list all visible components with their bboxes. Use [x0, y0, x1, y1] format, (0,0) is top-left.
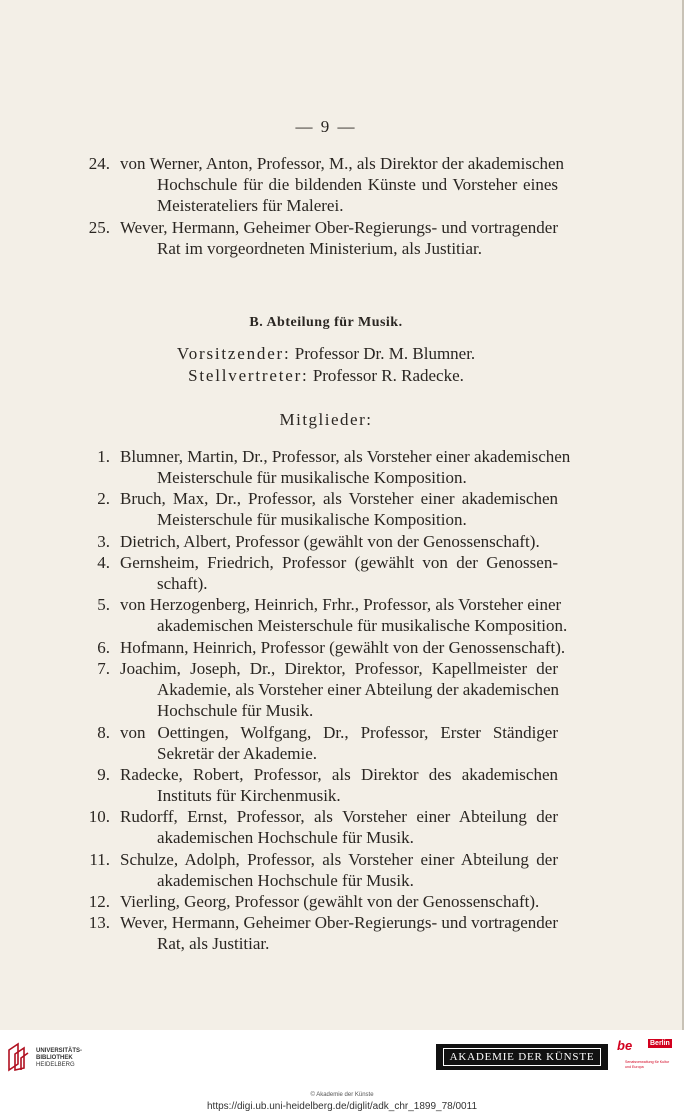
library-emblem-icon [6, 1042, 30, 1072]
chair-value: Professor Dr. M. Blumner. [294, 344, 476, 363]
copyright-notice: © Akademie der Künste [310, 1092, 374, 1098]
item-text-line: Meisterschule für musikalische Komposition. [157, 468, 467, 487]
berlin-be: be [617, 1038, 633, 1053]
item-text-line: Rat im vorgeordneten Ministerium, als Justitiar. [157, 238, 483, 258]
item-text-line: Sekretär der Akademie. [157, 743, 318, 763]
item-number: 13. [88, 913, 110, 933]
members-heading: Mitglieder: [279, 410, 373, 429]
item-text-line: Vierling, Georg, Professor (gewählt von der Genossenschaft). [120, 892, 540, 912]
item-text-line: Meisterschule für musikalische Komposition. [157, 510, 467, 530]
item-number: 8. [97, 722, 110, 742]
item-number: 4. [97, 553, 110, 572]
chair-label: Vorsitzender: [176, 344, 291, 363]
vice-label: Stellvertreter: [188, 366, 309, 385]
item-number: 5. [97, 595, 110, 615]
item-text-line: von Werner, Anton, Professor, M., als Direktor der akademischen [120, 154, 565, 173]
section-title: B. Abteilung für Musik. [249, 315, 403, 330]
item-number: 24. [88, 154, 110, 173]
item-number: 3. [97, 531, 110, 551]
item-text-line: Dietrich, Albert, Professor (gewählt von der Genossenschaft). [120, 531, 540, 551]
item-text-line: Hochschule für Musik. [157, 701, 314, 720]
item-text-line: akademischen Meisterschule für musikalische Komposition. [157, 616, 568, 636]
item-number: 12. [88, 892, 110, 912]
item-text-line: Wever, Hermann, Geheimer Ober-Regierungs- und vortragender [120, 913, 559, 933]
vice-value: Professor R. Radecke. [312, 366, 464, 385]
item-text-line: Instituts für Kirchenmusik. [157, 786, 341, 805]
item-number: 2. [97, 489, 110, 509]
item-text-line: Meisterateliers für Malerei. [157, 196, 344, 215]
item-text-line: Joachim, Joseph, Dr., Direktor, Professor, Kapellmeister der [120, 659, 558, 678]
item-text-line: Radecke, Robert, Professor, als Direktor des akademischen [120, 765, 558, 784]
item-text-line: Rat, als Justitiar. [157, 934, 270, 954]
item-text-line: Hochschule für die bildenden Künste und Vorsteher eines [157, 175, 558, 194]
item-text-line: Rudorff, Ernst, Professor, als Vorsteher einer Abteilung der [120, 807, 558, 827]
item-text-line: Wever, Hermann, Geheimer Ober-Regierungs- und vortragender [120, 217, 559, 237]
item-number: 1. [97, 447, 110, 466]
akademie-label: AKADEMIE DER KÜNSTE [443, 1048, 602, 1066]
item-text-line: Schulze, Adolph, Professor, als Vorsteher einer Abteilung der [120, 849, 558, 869]
item-text-line: Akademie, als Vorsteher einer Abteilung der akademischen [157, 680, 560, 699]
item-number: 25. [88, 217, 110, 237]
item-text-line: akademischen Hochschule für Musik. [157, 870, 414, 890]
chair-line [0, 344, 652, 364]
item-text-line: von Herzogenberg, Heinrich, Frhr., Professor, als Vorsteher einer [120, 595, 562, 615]
item-text-line: akademischen Hochschule für Musik. [157, 828, 414, 848]
berlin-logo[interactable] [617, 1038, 675, 1084]
item-text-line: Gernsheim, Friedrich, Professor (gewählt von der Genossen- [120, 553, 558, 572]
akademie-logo[interactable] [436, 1044, 608, 1070]
berlin-subtitle: Senatsverwaltung für Kultur und Europa [625, 1060, 670, 1069]
berlin-word: Berlin [650, 1040, 670, 1047]
vice-chair-line [0, 366, 652, 386]
item-text-line: Bruch, Max, Dr., Professor, als Vorsteher einer akademischen [120, 489, 558, 509]
item-text-line: Blumner, Martin, Dr., Professor, als Vorsteher einer akademischen [120, 447, 571, 466]
item-text-line: schaft). [157, 574, 208, 593]
library-logo-line: BIBLIOTHEK [36, 1055, 73, 1061]
item-number: 10. [88, 807, 110, 827]
library-logo-line: UNIVERSITÄTS- [36, 1048, 83, 1054]
item-number: 9. [97, 765, 110, 784]
item-number: 11. [89, 849, 110, 869]
page-url[interactable]: https://digi.ub.uni-heidelberg.de/diglit/adk_chr_1899_78/0011 [206, 1101, 477, 1112]
viewer-footer [0, 1030, 684, 1115]
library-logo-line: HEIDELBERG [36, 1062, 75, 1068]
item-text-line: Hofmann, Heinrich, Professor (gewählt von der Genossenschaft). [120, 637, 566, 657]
library-logo-text [36, 1048, 82, 1069]
item-text-line: von Oettingen, Wolfgang, Dr., Professor, Erster Ständiger [120, 722, 558, 742]
page-number: — 9 — [295, 117, 357, 136]
item-number: 7. [97, 659, 110, 678]
library-logo[interactable] [6, 1038, 96, 1078]
item-number: 6. [97, 637, 110, 657]
